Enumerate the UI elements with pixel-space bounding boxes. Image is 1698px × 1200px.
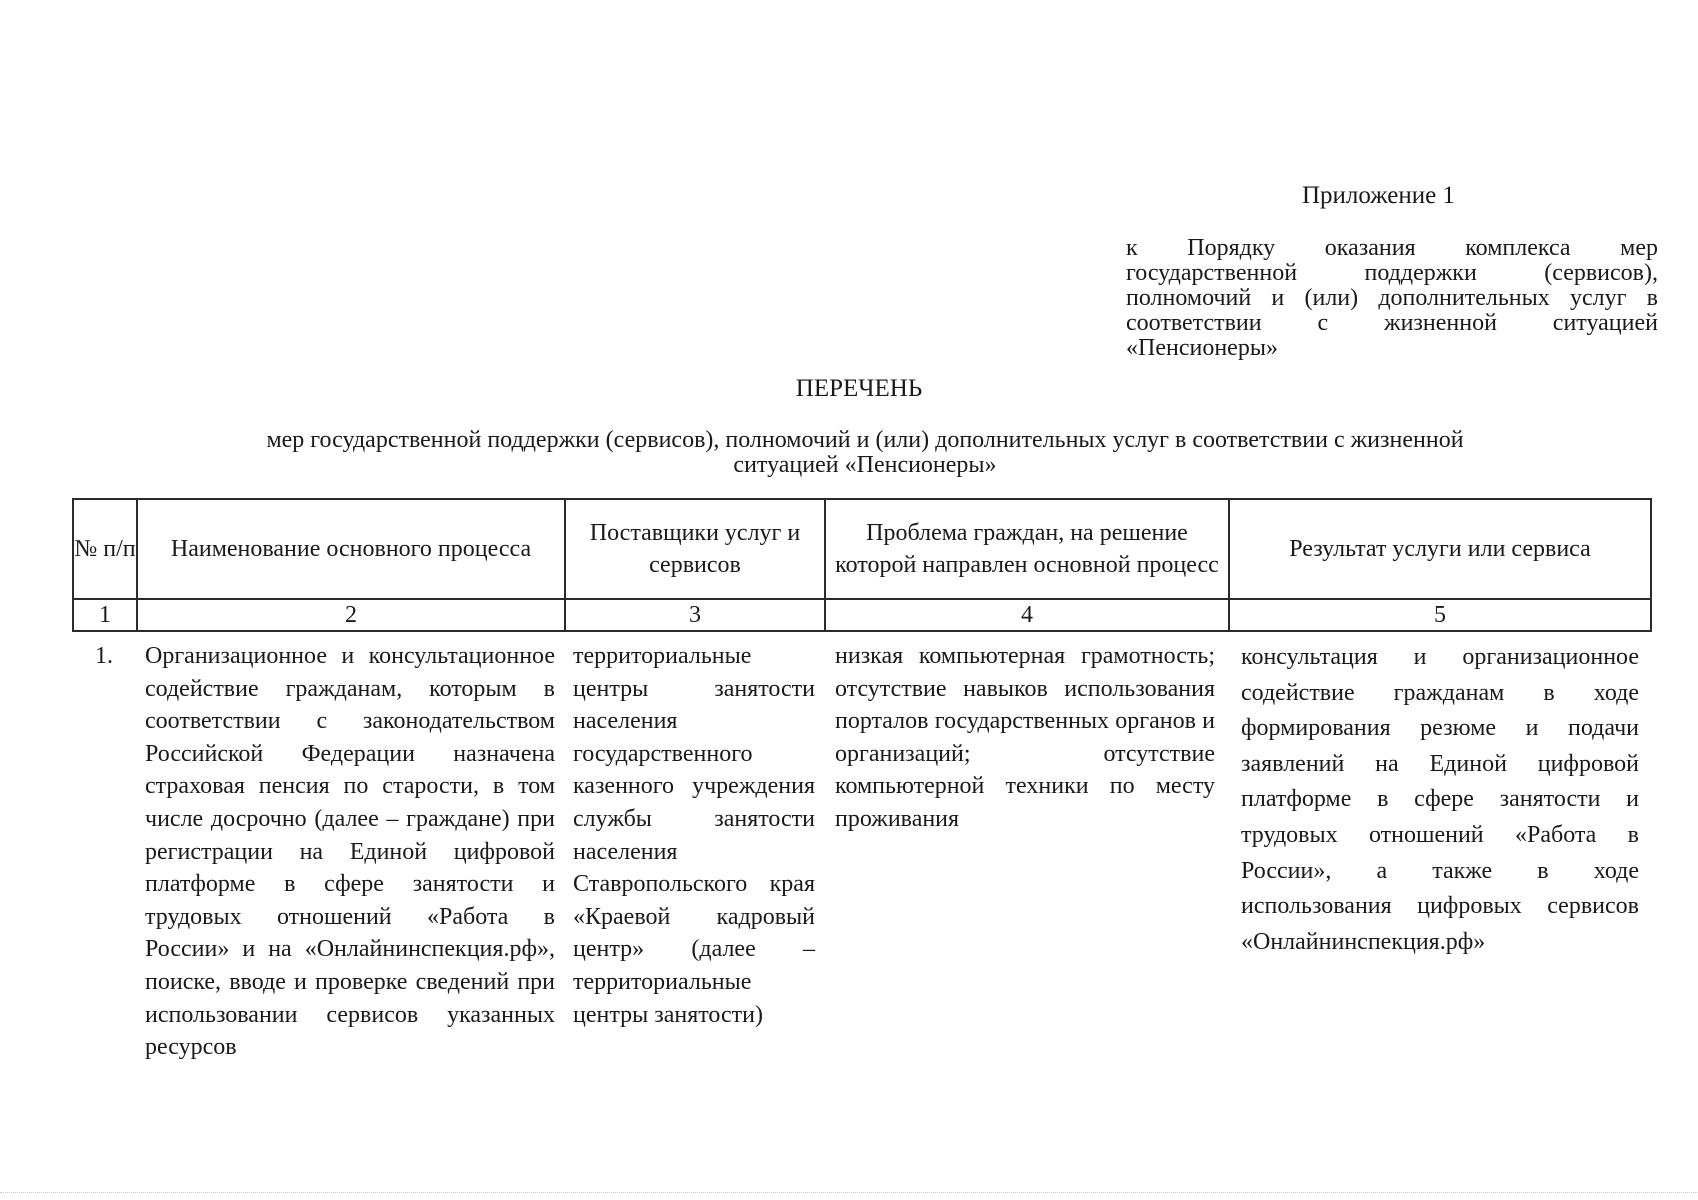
column-number-row: [73, 599, 1651, 631]
document-subtitle: мер государственной поддержки (сервисов), полномочий и (или) дополнительных услуг в соответствии с жизненной ситуацией «Пенсионеры»: [266, 427, 1464, 478]
column-number: 4: [825, 599, 1229, 631]
header-providers: Поставщики услуг и сервисов: [565, 499, 825, 599]
column-number: 5: [1229, 599, 1651, 631]
row-result: консультация и организационное содействие гражданам в ходе формирования резюме и подачи заявлений на Единой цифровой платформе в сфере занятости и трудовых отношений «Работа в России», а также в ходе использования цифровых сервисов «Онлайнинспекция.рф»: [1241, 644, 1639, 955]
row-process: Организационное и консультационное содействие гражданам, которым в соответствии с законодательством Российской Федерации назначена страховая пенсия по старости, в том числе досрочно (далее – граждане) при регистрации на Единой цифровой платформе в сфере занятости и трудовых отношений «Работа в России» и на «Онлайнинспекция.рф», поиске, вводе и проверке сведений при использовании сервисов указанных ресурсов: [145, 643, 555, 1061]
measures-table: [72, 498, 1652, 1064]
document-title: ПЕРЕЧЕНЬ: [795, 375, 923, 402]
annex-reference: к Порядку оказания комплекса мер государственной поддержки (сервисов), полномочий и (или) дополнительных услуг в соответствии с жизненной ситуацией «Пенсионеры»: [1126, 235, 1658, 361]
row-problem: низкая компьютерная грамотность; отсутствие навыков использования порталов государственных органов и организаций; отсутствие компьютерной техники по месту проживания: [835, 643, 1215, 832]
header-process: Наименование основного процесса: [137, 499, 565, 599]
scan-edge-line: [0, 1192, 1698, 1193]
annex-label: Приложение 1: [1302, 182, 1455, 209]
column-number: 3: [565, 599, 825, 631]
table-header-row: [73, 499, 1651, 599]
column-number: 2: [137, 599, 565, 631]
header-number: № п/п: [73, 499, 137, 599]
header-result: Результат услуги или сервиса: [1229, 499, 1651, 599]
header-problem: Проблема граждан, на решение которой направлен основной процесс: [825, 499, 1229, 599]
table-row: [73, 631, 1651, 1064]
row-providers: территориальные центры занятости населения государственного казенного учреждения службы занятости населения Ставропольского края «Краевой кадровый центр» (далее – территориальные центры занятости): [573, 643, 815, 1028]
row-number: 1.: [95, 643, 113, 669]
column-number: 1: [73, 599, 137, 631]
